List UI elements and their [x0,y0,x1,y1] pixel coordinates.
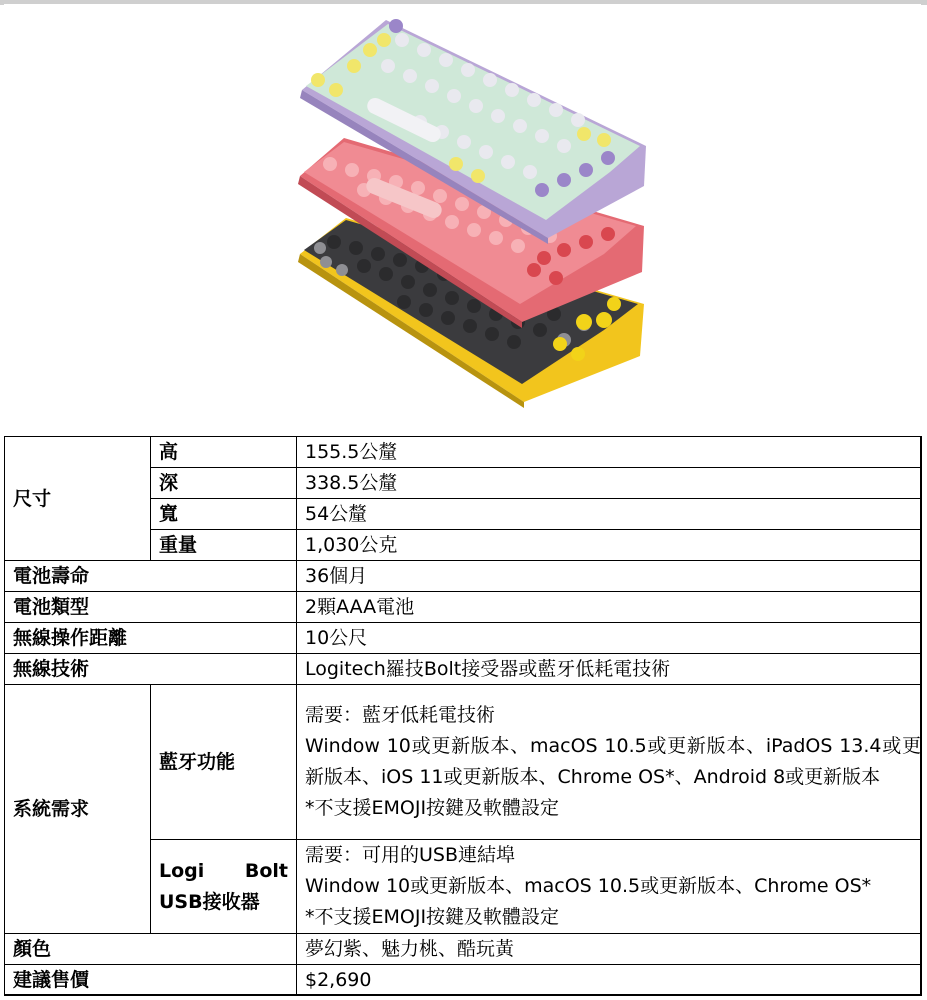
product-image-cell [4,4,921,437]
color-value: 夢幻紫、魅力桃、酷玩黃 [297,934,922,965]
wireless-tech-label: 無線技術 [5,654,297,685]
price-value: $2,690 [297,965,922,996]
wireless-range-value: 10公尺 [297,623,922,654]
battery-life-value: 36個月 [297,561,922,592]
depth-value: 338.5公釐 [297,468,922,499]
table-row [5,623,922,654]
weight-label: 重量 [151,530,297,561]
bolt-requirements [297,840,922,934]
bolt-label-line-2: USB接收器 [159,890,260,913]
bolt-line-1: 需要：可用的USB連結埠 [305,844,516,866]
battery-life-label: 電池壽命 [5,561,297,592]
size-label: 尺寸 [5,437,151,561]
table-row [5,654,922,685]
depth-label: 深 [151,468,297,499]
bolt-label-line-1: Logi Bolt [159,859,288,882]
bolt-line-3: *不支援EMOJI按鍵及軟體設定 [305,906,560,928]
bolt-line-2: Window 10或更新版本、macOS 10.5或更新版本、Chrome OS* [305,875,872,897]
bluetooth-requirements [297,685,922,840]
width-label: 寬 [151,499,297,530]
table-row [5,561,922,592]
bluetooth-line-3: *不支援EMOJI按鍵及軟體設定 [305,797,560,819]
bolt-receiver-label [151,840,297,934]
bluetooth-label: 藍牙功能 [151,685,297,840]
bluetooth-line-2: Window 10或更新版本、macOS 10.5或更新版本、iPadOS 13.4或更新版本、iOS 11或更新版本、Chrome OS*、Android 8或更新版本 [305,735,921,788]
table-row [5,685,922,840]
battery-type-label: 電池類型 [5,592,297,623]
height-label: 高 [151,437,297,468]
battery-type-value: 2顆AAA電池 [297,592,922,623]
spec-table [4,436,922,996]
table-row [5,592,922,623]
table-row [5,965,922,996]
weight-value: 1,030公克 [297,530,922,561]
bluetooth-line-1: 需要：藍牙低耗電技術 [305,704,496,726]
wireless-range-label: 無線操作距離 [5,623,297,654]
width-value: 54公釐 [297,499,922,530]
table-row [5,437,922,468]
price-label: 建議售價 [5,965,297,996]
color-label: 顏色 [5,934,297,965]
height-value: 155.5公釐 [297,437,922,468]
system-requirements-label: 系統需求 [5,685,151,934]
wireless-tech-value: Logitech羅技Bolt接受器或藍牙低耗電技術 [297,654,922,685]
table-row [5,934,922,965]
keyboards-illustration [4,4,921,436]
